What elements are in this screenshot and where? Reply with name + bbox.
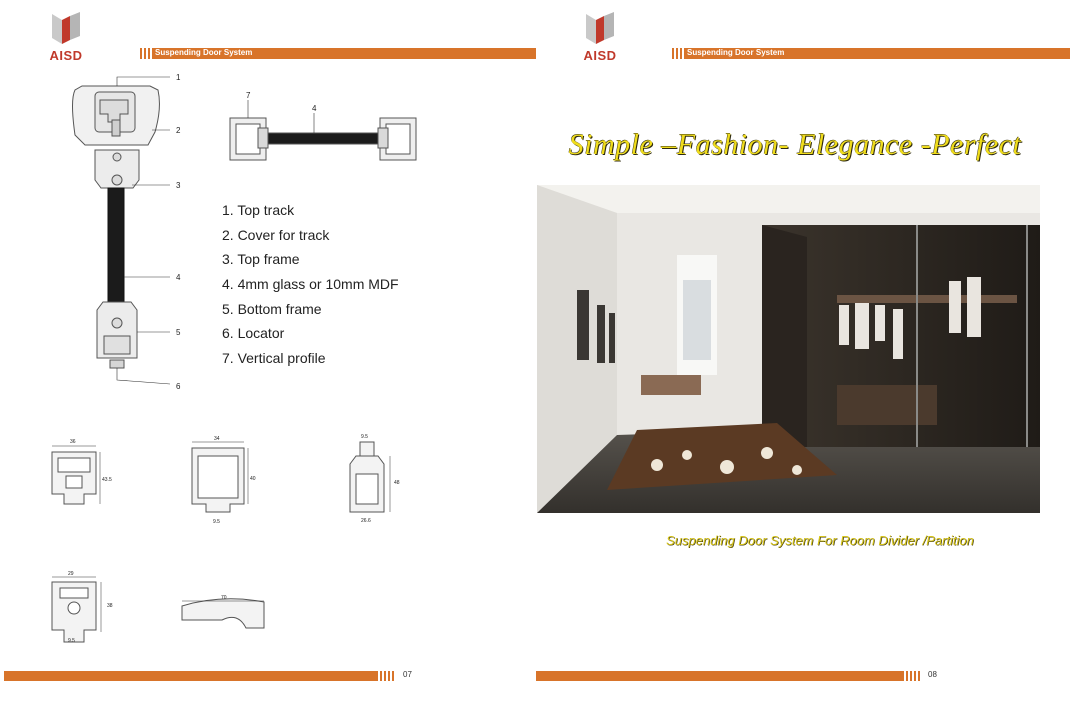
footer-stripes [906, 671, 920, 681]
dim-1-width: 36 [70, 439, 76, 445]
header-stripes [670, 48, 684, 59]
logo-text: AISD [49, 48, 83, 63]
callout-6: 6 [176, 382, 181, 391]
dim-4-height: 38 [107, 603, 113, 609]
profile-bottom-frame [52, 582, 96, 642]
legend-item: 4. 4mm glass or 10mm MDF [222, 276, 399, 293]
callout-4: 4 [176, 273, 181, 282]
horizontal-section [230, 118, 416, 160]
aisd-logo [574, 10, 626, 64]
dim-1-height: 43.5 [102, 477, 112, 483]
dim-2-height: 40 [250, 476, 256, 482]
tagline: Simple –Fashion- Elegance -Perfect [568, 128, 1022, 161]
callout-1: 1 [176, 73, 181, 82]
legend-item: 1. Top track [222, 202, 295, 218]
dim-3-top: 9.5 [361, 434, 368, 440]
dim-3-width: 26.6 [361, 518, 371, 524]
profile-frame [350, 442, 384, 512]
dim-2-width: 34 [214, 436, 220, 442]
footer-stripes [380, 671, 394, 681]
profile-locator [182, 599, 264, 628]
interior-photo [537, 185, 1040, 513]
callout-4-top: 4 [312, 104, 317, 113]
legend-item: 7. Vertical profile [222, 350, 326, 367]
callout-7: 7 [246, 91, 251, 100]
dim-3-height: 48 [394, 480, 400, 486]
profile-cover [192, 448, 244, 512]
dim-4-width: 29 [68, 571, 74, 577]
header-title: Suspending Door System [155, 48, 253, 57]
profile-top-track [52, 452, 96, 504]
footer-bar [536, 671, 904, 681]
dim-5-length: 70 [221, 595, 227, 601]
legend-item: 2. Cover for track [222, 226, 330, 243]
dim-4-slot: 9.5 [68, 638, 75, 644]
logo-text: AISD [583, 48, 617, 63]
legend-item: 5. Bottom frame [222, 300, 322, 317]
header-title: Suspending Door System [687, 48, 785, 57]
assembly-cross-section [73, 86, 160, 368]
photo-caption: Suspending Door System For Room Divider /Partition [666, 533, 974, 548]
legend-item: 3. Top frame [222, 251, 300, 268]
parts-legend [222, 201, 399, 374]
page-number: 07 [403, 670, 412, 679]
room-divider-photo [537, 185, 1040, 513]
dim-2-slot: 9.5 [213, 519, 220, 525]
callout-3: 3 [176, 181, 181, 190]
logo-emblem-icon [574, 10, 626, 46]
callout-5: 5 [176, 328, 181, 337]
callout-2: 2 [176, 126, 181, 135]
footer-bar [4, 671, 378, 681]
page-number: 08 [928, 670, 937, 679]
legend-item: 6. Locator [222, 325, 285, 342]
header-bar [670, 48, 1070, 59]
